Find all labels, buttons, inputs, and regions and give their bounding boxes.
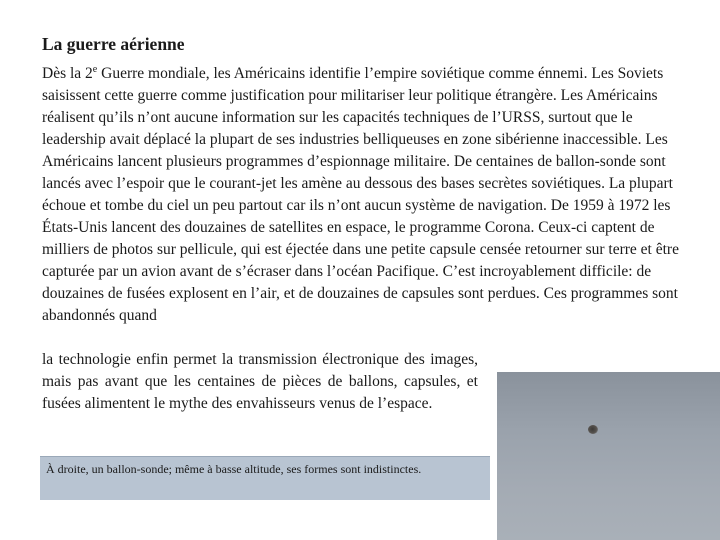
weather-balloon-icon	[588, 425, 598, 434]
paragraph-intro: Dès la 2	[42, 65, 93, 82]
body-paragraph-top	[42, 63, 692, 327]
paragraph-text: Guerre mondiale, les Américains identifie l’empire soviétique comme énnemi. Les Soviets saisissent cette guerre comme justification pour militariser leur politique étrangère. Les Américains réalisent qu’ils n’ont aucune information sur les capacités techniques de l’URSS, surtout que le leadership avait déplacé la plupart de ses industries belliqueuses en zone sibérienne inaccessible. Les Américains lancent plusieurs programmes d’espionnage militaire. De centaines de ballon-sonde sont lancés avec l’espoir que le courant-jet les amène au dessous des bases secrètes soviétiques. La plupart échoue et tombe du ciel un peu partout car ils n’ont aucun système de navigation. De 1959 à 1972 les États-Unis lancent des douzaines de satellites en espace, le programme Corona. Ceux-ci captent de milliers de photos sur pellicule, qui est éjectée dans une petite capsule censée retourner sur terre et être capturée par un avion avant de s’écraser dans l’océan Pacifique. C’est incroyablement difficile: de douzaines de fusées explosent en l’air, et de douzaines de capsules sont perdues. Ces programmes sont abandonnés quand	[42, 65, 679, 324]
image-caption: À droite, un ballon-sonde; même à basse altitude, ses formes sont indistinctes.	[40, 456, 490, 500]
body-paragraph-bottom: la technologie enfin permet la transmission électronique des images, mais pas avant que les centaines de pièces de ballons, capsules, et fusées alimentent le mythe des envahisseurs venus de l’espace.	[42, 351, 478, 412]
ordinal-superscript: e	[92, 64, 98, 75]
sky-photo	[497, 372, 720, 540]
slide-title: La guerre aérienne	[42, 34, 185, 54]
